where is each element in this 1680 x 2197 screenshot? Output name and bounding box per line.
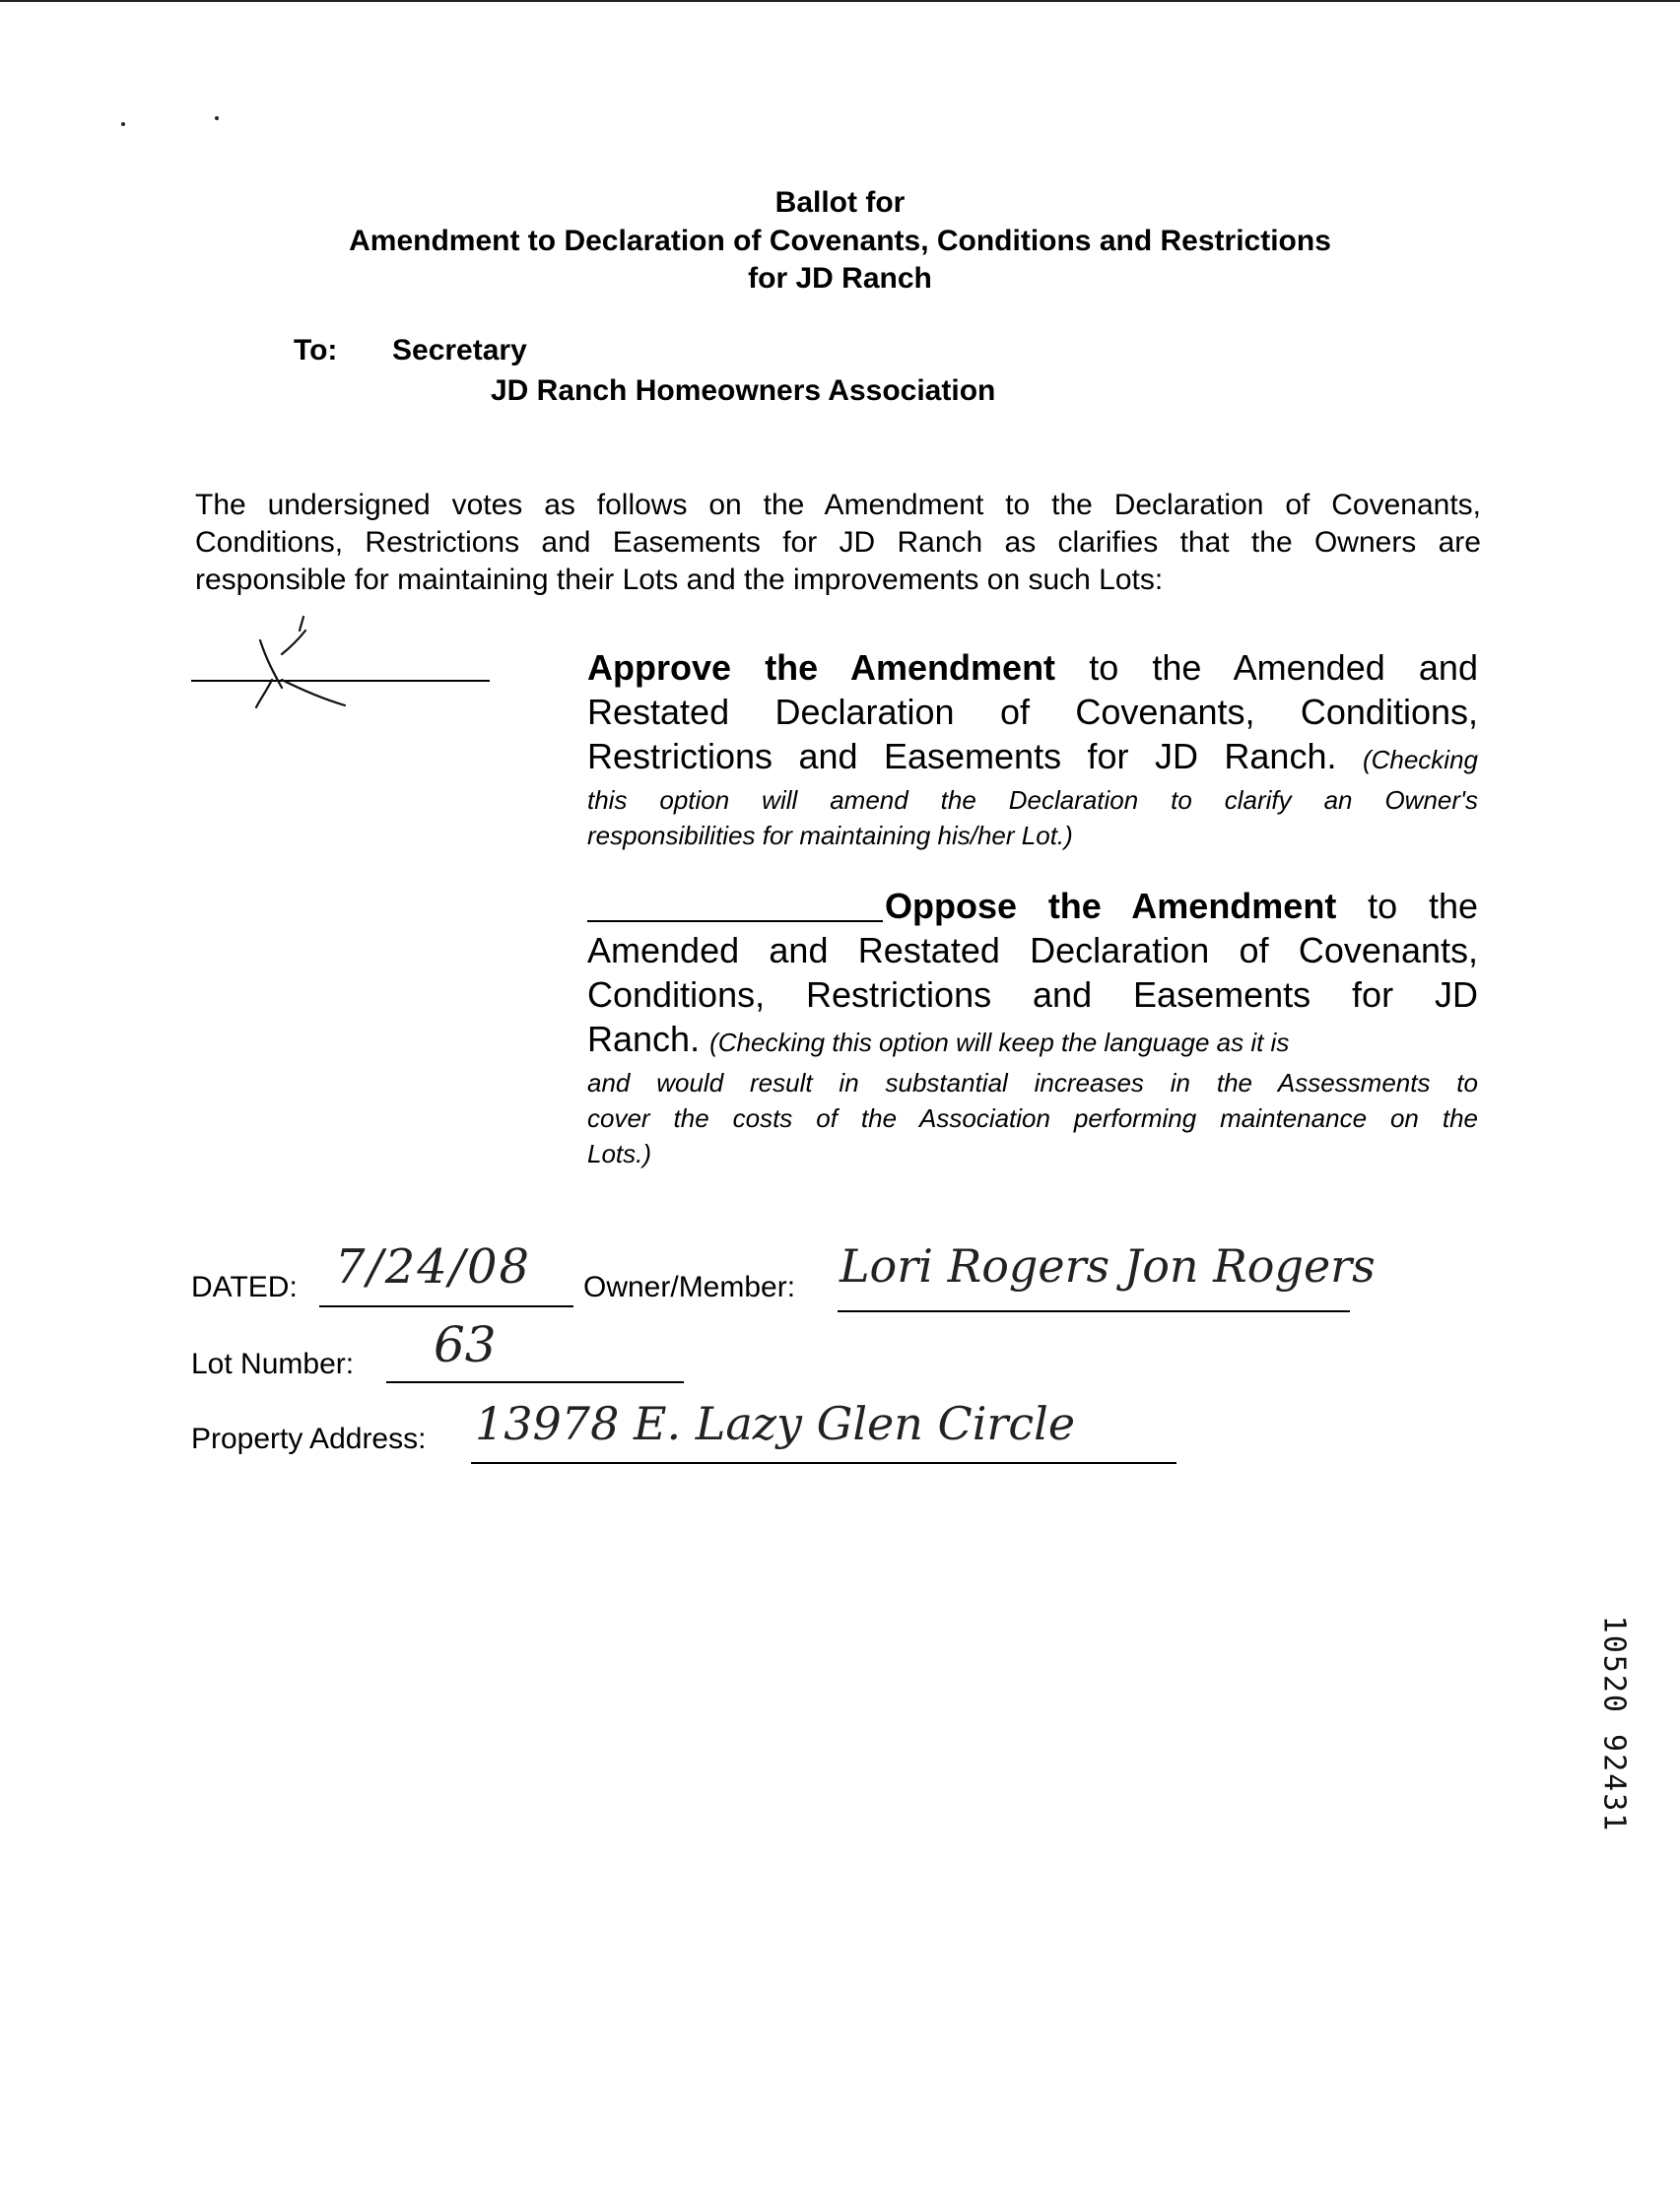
owner-member-label: Owner/Member: [583,1271,796,1303]
oppose-heading: Oppose the Amendment [885,886,1337,926]
dated-label: DATED: [191,1271,298,1303]
recipient-organization: JD Ranch Homeowners Association [491,374,996,407]
dated-value: 7/24/08 [335,1239,532,1295]
intro-line: The undersigned votes as follows on the Amendment to the Declaration of Covenants, [195,489,1481,521]
oppose-note-line: cover the costs of the Association performing maintenance on the [587,1103,1478,1133]
intro-line: Conditions, Restrictions and Easements for JD Ranch as clarifies that the Owners are [195,526,1481,559]
oppose-note-line: and would result in substantial increases in the Assessments to [587,1068,1478,1098]
scan-speck [121,122,125,126]
oppose-line-1: Oppose the Amendment to the [885,886,1478,926]
approve-note-line: this option will amend the Declaration to clarify an Owner's [587,785,1478,815]
property-address-value: 13978 E. Lazy Glen Circle [475,1397,1076,1450]
lot-number-line[interactable] [386,1381,684,1383]
lot-number-value: 63 [434,1316,497,1373]
approve-note-line: responsibilities for maintaining his/her Lot.) [587,821,1073,850]
dated-line[interactable] [319,1305,573,1307]
scan-edge-line [0,0,1680,2]
approve-line-2: Restated Declaration of Covenants, Conditions, [587,692,1478,732]
property-address-line[interactable] [471,1462,1176,1464]
intro-paragraph [195,487,1481,599]
intro-line: responsible for maintaining their Lots and the improvements on such Lots: [195,564,1164,596]
to-label: To: [294,334,338,366]
title-line-3: for JD Ranch [748,262,932,295]
handwritten-x-mark [236,611,374,709]
owner-member-line[interactable] [838,1310,1350,1312]
scan-speck [215,116,219,120]
property-address-label: Property Address: [191,1423,427,1455]
lot-number-label: Lot Number: [191,1348,355,1380]
oppose-line-4: Ranch. (Checking this option will keep the language as it is [587,1019,1290,1059]
approve-note-start: (Checking [1362,745,1478,774]
approve-line-1: Approve the Amendment to the Amended and [587,647,1478,688]
title-line-1: Ballot for [774,186,906,219]
approve-heading: Approve the Amendment [587,647,1056,688]
approve-option-text [587,645,1478,853]
approve-line-3: Restrictions and Easements for JD Ranch. (Checking [587,736,1478,776]
oppose-option-text [587,884,1478,1171]
owner-member-signature: Lori Rogers Jon Rogers [840,1239,1376,1293]
stamp-number-text: 10520 92431 [1596,1615,1632,1833]
title-line-2: Amendment to Declaration of Covenants, Conditions and Restrictions [349,225,1331,257]
oppose-line-3: Conditions, Restrictions and Easements for JD [587,974,1478,1015]
oppose-line-2: Amended and Restated Declaration of Covenants, [587,930,1478,970]
oppose-note-start: (Checking this option will keep the language as it is [709,1028,1290,1057]
document-stamp-number [1594,1586,1634,1862]
recipient-title: Secretary [392,334,527,366]
oppose-note-line: Lots.) [587,1139,652,1168]
